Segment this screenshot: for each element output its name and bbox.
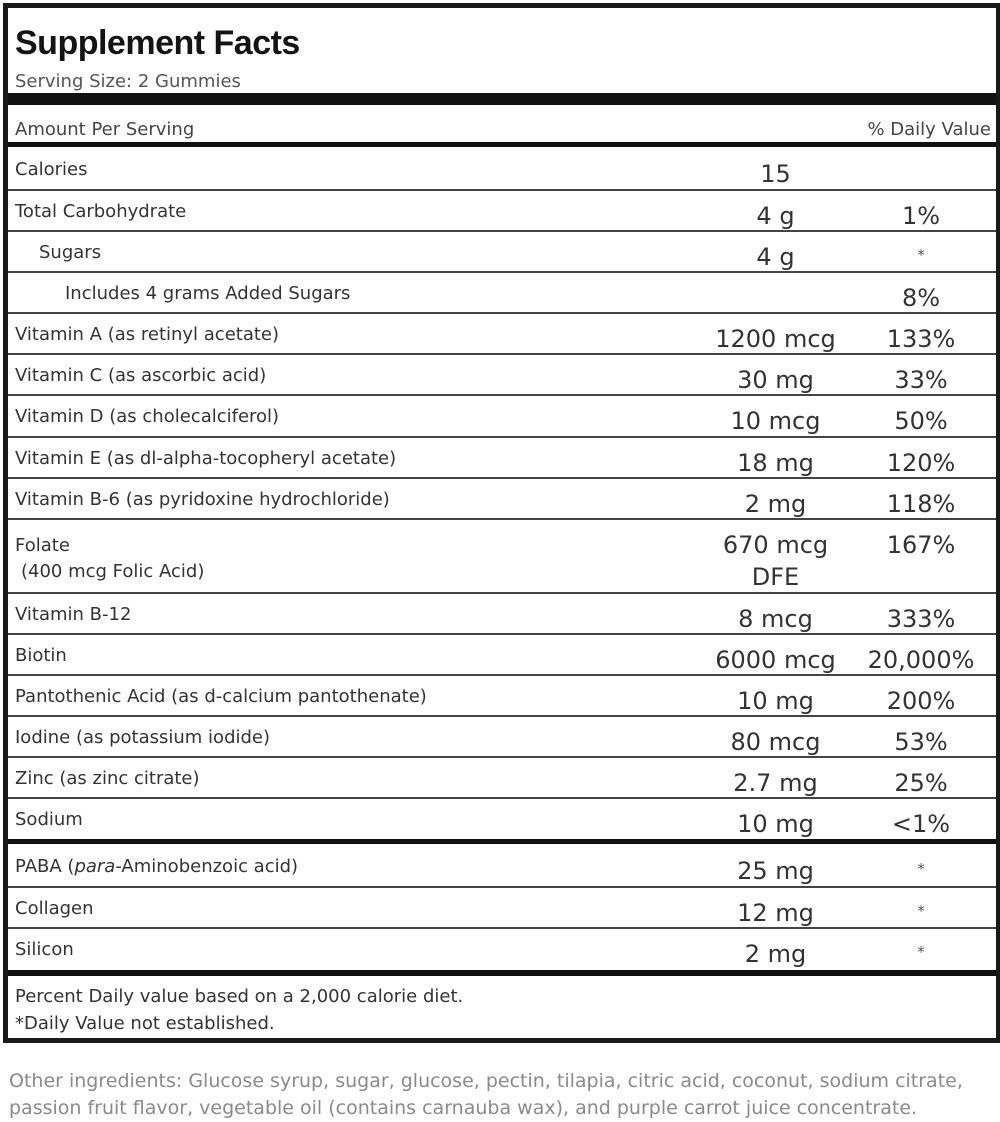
nutrient-amount: 25 mg [737,857,814,885]
nutrient-name: Zinc (as zinc citrate) [15,768,200,789]
nutrient-amount: 2 mg [744,940,807,968]
nutrient-row [8,716,996,757]
nutrient-amount-unit: DFE [751,563,800,591]
nutrient-name [15,533,204,585]
nutrient-row [8,478,996,519]
other-ingredients: Other ingredients: Glucose syrup, sugar, glucose, pectin, tilapia, citric acid, coconut, sodium citrate, passion fruit flavor, vegetable oil (contains carnauba wax), and purple carrot juice concentrate. [9,1070,963,1119]
nutrient-row [8,148,996,189]
nutrient-amount: 18 mg [737,449,814,477]
nutrient-row [8,928,996,969]
section-divider [8,839,996,844]
nutrient-name: Silicon [15,939,74,960]
nutrient-dv: 133% [886,325,956,353]
name-italic: para [74,856,116,877]
nutrient-dv: 25% [894,769,948,797]
nutrient-name [15,854,298,880]
nutrient-amount: 10 mcg [730,407,821,435]
nutrient-row [8,354,996,395]
nutrient-row [8,887,996,928]
nutrient-amount [688,529,863,593]
nutrient-name: Vitamin E (as dl-alpha-tocopheryl acetate) [15,448,397,469]
nutrient-row [8,593,996,634]
nutrient-amount: 4 g [756,202,795,230]
nutrient-dv: * [917,860,925,878]
serving-size: Serving Size: 2 Gummies [15,71,241,92]
nutrient-dv: 118% [886,490,956,518]
panel-title: Supplement Facts [15,24,300,62]
nutrient-row [8,675,996,716]
nutrient-amount: 80 mcg [730,728,821,756]
nutrient-amount: 8 mcg [738,605,813,633]
nutrient-row [8,437,996,478]
nutrient-name: Includes 4 grams Added Sugars [65,283,351,304]
nutrient-dv: 20,000% [867,646,975,674]
nutrient-row [8,798,996,839]
nutrient-row [8,634,996,675]
nutrient-amount: 4 g [756,243,795,271]
nutrient-dv: 53% [894,728,948,756]
nutrient-dv: 120% [886,449,956,477]
nutrient-name: Vitamin C (as ascorbic acid) [15,365,267,386]
footnote-divider [8,970,996,976]
nutrient-dv: * [917,943,925,961]
nutrient-name: Iodine (as potassium iodide) [15,727,271,748]
thick-divider [8,93,996,105]
nutrient-name: Vitamin A (as retinyl acetate) [15,324,280,345]
nutrient-dv: * [917,902,925,920]
nutrient-name: Vitamin D (as cholecalciferol) [15,406,280,427]
nutrient-amount: 10 mg [737,687,814,715]
nutrient-dv: 50% [894,407,948,435]
nutrient-name: Biotin [15,645,67,666]
nutrient-name: Sugars [39,242,102,263]
nutrient-dv: 167% [886,531,956,559]
nutrient-amount: 15 [760,160,791,188]
nutrient-name-main: Folate [15,535,70,556]
nutrient-dv: 333% [886,605,956,633]
nutrient-name: Total Carbohydrate [15,201,187,222]
nutrient-row [8,190,996,231]
nutrient-row [8,757,996,798]
nutrient-amount-main: 670 mcg [722,531,829,559]
nutrient-dv: <1% [891,810,951,838]
amount-per-serving-header: Amount Per Serving [15,119,195,140]
nutrient-name: Sodium [15,809,83,830]
nutrient-row [8,845,996,887]
name-prefix: PABA ( [15,856,75,877]
header-divider [8,142,996,147]
nutrient-row [8,272,996,313]
nutrient-amount: 6000 mcg [715,646,836,674]
nutrient-name: Pantothenic Acid (as d-calcium pantothenate) [15,686,427,707]
nutrient-dv: 33% [894,366,948,394]
supplement-facts-panel [3,3,1000,1043]
nutrient-dv: 1% [901,202,941,230]
nutrient-amount: 10 mg [737,810,814,838]
nutrient-name: Vitamin B-6 (as pyridoxine hydrochloride) [15,489,390,510]
nutrient-name: Calories [15,159,88,180]
nutrient-row [8,519,996,592]
nutrient-amount: 2.7 mg [733,769,818,797]
nutrient-amount: 2 mg [744,490,807,518]
nutrient-amount: 30 mg [737,366,814,394]
name-suffix: -Aminobenzoic acid) [115,856,299,877]
nutrient-name-sub: (400 mcg Folic Acid) [21,561,205,582]
daily-value-header: % Daily Value [867,119,991,140]
nutrient-dv: 200% [886,687,956,715]
nutrient-amount: 1200 mcg [715,325,836,353]
nutrient-row [8,231,996,272]
nutrient-name: Collagen [15,898,94,919]
nutrient-dv: 8% [901,284,941,312]
not-established-footnote: *Daily Value not established. [15,1013,275,1034]
nutrient-dv: * [917,246,925,264]
nutrient-name: Vitamin B-12 [15,604,132,625]
daily-value-footnote: Percent Daily value based on a 2,000 calorie diet. [15,986,464,1007]
nutrient-row [8,395,996,436]
nutrient-row [8,313,996,354]
nutrient-amount: 12 mg [737,899,814,927]
